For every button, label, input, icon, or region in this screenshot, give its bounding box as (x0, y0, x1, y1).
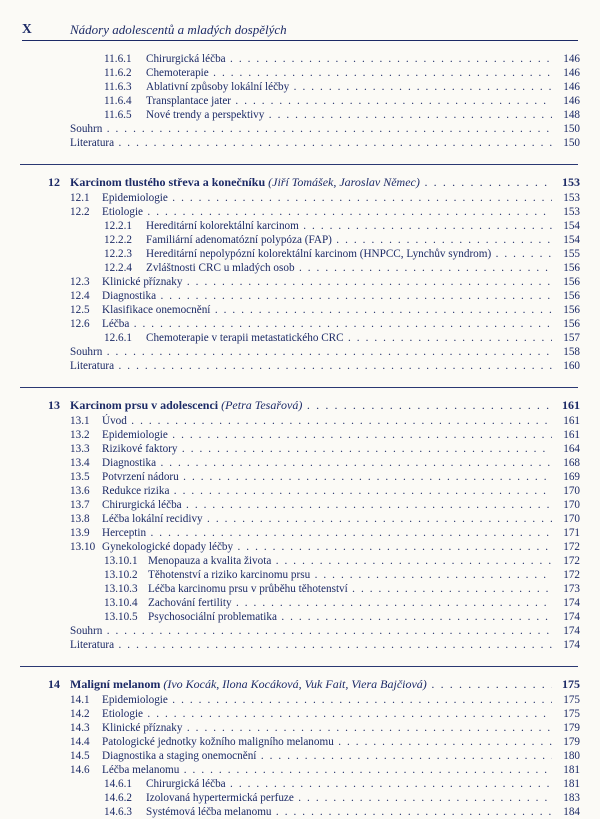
entry-page: 156 (563, 318, 580, 330)
entry-page: 172 (563, 569, 580, 581)
entry-title: Chirurgická léčba . . . (102, 498, 552, 512)
toc-entry[interactable] (0, 428, 600, 442)
entry-title: Izolovaná hypertermická perfuze . . . (146, 791, 552, 805)
entry-number: 13.4 (70, 457, 90, 469)
entry-number: 11.6.2 (104, 67, 132, 79)
entry-number: 13.5 (70, 471, 90, 483)
entry-number: 14.6.2 (104, 792, 132, 804)
entry-page: 181 (563, 764, 580, 776)
chapter-divider (20, 666, 578, 667)
entry-title: Systémová léčba melanomu . . . (146, 805, 552, 819)
entry-page: 150 (563, 137, 580, 149)
chapter-authors: (Petra Tesařová) (221, 398, 303, 412)
entry-number: 12.6 (70, 318, 90, 330)
toc-entry[interactable] (0, 191, 600, 205)
entry-number: 12.2.4 (104, 262, 132, 274)
entry-page: 171 (563, 527, 580, 539)
toc-entry[interactable] (0, 512, 600, 526)
entry-page: 146 (563, 53, 580, 65)
entry-title: Potvrzení nádoru . . . (102, 470, 552, 484)
entry-title: Ablativní způsoby lokální léčby . . . (146, 80, 552, 94)
entry-title: Gynekologické dopady léčby . . . (102, 540, 552, 554)
toc-entry[interactable] (0, 568, 600, 582)
toc-entry[interactable] (0, 52, 600, 66)
toc-entry[interactable] (0, 233, 600, 247)
entry-page: 174 (563, 625, 580, 637)
toc-entry[interactable] (0, 693, 600, 707)
toc-entry[interactable] (0, 205, 600, 219)
entry-number: 14.6.3 (104, 806, 132, 818)
entry-page: 154 (563, 220, 580, 232)
toc-entry[interactable] (0, 498, 600, 512)
entry-number: 12.5 (70, 304, 90, 316)
entry-page: 146 (563, 81, 580, 93)
entry-page: 168 (563, 457, 580, 469)
entry-title: Diagnostika . . . (102, 456, 552, 470)
entry-page: 156 (563, 304, 580, 316)
entry-number: 11.6.1 (104, 53, 132, 65)
toc-entry[interactable] (0, 721, 600, 735)
entry-title: Chirurgická léčba . . . (146, 52, 552, 66)
chapter-title (70, 174, 552, 190)
entry-title: Souhrn . . . (70, 122, 552, 136)
entry-page: 180 (563, 750, 580, 762)
entry-page: 172 (563, 541, 580, 553)
entry-page: 170 (563, 499, 580, 511)
entry-page: 160 (563, 360, 580, 372)
chapter-page: 175 (562, 677, 580, 691)
entry-title: Epidemiologie . . . (102, 693, 552, 707)
entry-title: Etiologie . . . (102, 205, 552, 219)
entry-number: 13.2 (70, 429, 90, 441)
chapter-authors: (Ivo Kocák, Ilona Kocáková, Vuk Fait, Viera Bajčiová) (163, 677, 427, 691)
entry-title: Souhrn . . . (70, 345, 552, 359)
toc-entry[interactable] (0, 317, 600, 331)
chapter-page: 153 (562, 175, 580, 189)
toc-entry[interactable] (0, 470, 600, 484)
chapter-number: 14 (48, 677, 60, 691)
entry-page: 184 (563, 806, 580, 818)
entry-number: 13.1 (70, 415, 90, 427)
entry-number: 11.6.3 (104, 81, 132, 93)
entry-title: Literatura . . . (70, 359, 552, 373)
entry-title: Chemoterapie . . . (146, 66, 552, 80)
entry-page: 174 (563, 639, 580, 651)
chapter-divider (20, 164, 578, 165)
entry-page: 156 (563, 262, 580, 274)
entry-number: 14.6 (70, 764, 90, 776)
entry-page: 155 (563, 248, 580, 260)
entry-number: 14.4 (70, 736, 90, 748)
entry-page: 164 (563, 443, 580, 455)
entry-page: 179 (563, 722, 580, 734)
entry-title: Souhrn . . . (70, 624, 552, 638)
entry-page: 156 (563, 276, 580, 288)
book-title: Nádory adolescentů a mladých dospělých (70, 22, 287, 37)
entry-page: 175 (563, 694, 580, 706)
entry-page: 161 (563, 429, 580, 441)
entry-number: 13.8 (70, 513, 90, 525)
entry-title: Nové trendy a perspektivy . . . (146, 108, 552, 122)
entry-title: Rizikové faktory . . . (102, 442, 552, 456)
toc-entry[interactable] (0, 540, 600, 554)
entry-number: 12.2.2 (104, 234, 132, 246)
toc-entry[interactable] (0, 345, 600, 359)
entry-page: 158 (563, 346, 580, 358)
toc-entry[interactable] (0, 484, 600, 498)
toc-entry[interactable] (0, 610, 600, 624)
entry-page: 146 (563, 95, 580, 107)
chapter-title-text: Karcinom tlustého střeva a konečníku (70, 175, 266, 189)
chapter-title (70, 676, 552, 692)
entry-title: Epidemiologie . . . (102, 428, 552, 442)
entry-page: 150 (563, 123, 580, 135)
toc-entry[interactable] (0, 707, 600, 721)
entry-title: Psychosociální problematika . . . (148, 610, 552, 624)
entry-number: 11.6.5 (104, 109, 132, 121)
entry-number: 13.10.3 (104, 583, 138, 595)
entry-page: 173 (563, 583, 580, 595)
chapter-divider (20, 387, 578, 388)
entry-title: Familiární adenomatózní polypóza (FAP) . . . (146, 233, 552, 247)
entry-title: Těhotenství a riziko karcinomu prsu . . . (148, 568, 552, 582)
entry-title: Léčba melanomu . . . (102, 763, 552, 777)
entry-number: 14.5 (70, 750, 90, 762)
entry-page: 179 (563, 736, 580, 748)
entry-number: 14.6.1 (104, 778, 132, 790)
entry-number: 13.9 (70, 527, 90, 539)
entry-title: Herceptin . . . (102, 526, 552, 540)
toc-entry[interactable] (0, 80, 600, 94)
entry-title: Klasifikace onemocnění . . . (102, 303, 552, 317)
entry-number: 13.6 (70, 485, 90, 497)
entry-page: 174 (563, 597, 580, 609)
toc-entry[interactable] (0, 414, 600, 428)
chapter-title (70, 397, 552, 413)
entry-title: Menopauza a kvalita života . . . (148, 554, 552, 568)
entry-title: Klinické příznaky . . . (102, 721, 552, 735)
toc-entry[interactable] (0, 777, 600, 791)
entry-page: 170 (563, 485, 580, 497)
toc-entry[interactable] (0, 554, 600, 568)
entry-page: 153 (563, 192, 580, 204)
entry-title: Chirurgická léčba . . . (146, 777, 552, 791)
running-header (22, 20, 578, 41)
chapter-heading[interactable] (0, 397, 600, 413)
toc-entry[interactable] (0, 122, 600, 136)
entry-number: 12.2.1 (104, 220, 132, 232)
entry-title: Etiologie . . . (102, 707, 552, 721)
entry-title: Diagnostika . . . (102, 289, 552, 303)
entry-title: Hereditární kolorektální karcinom . . . (146, 219, 552, 233)
entry-number: 11.6.4 (104, 95, 132, 107)
entry-page: 169 (563, 471, 580, 483)
entry-title: Léčba lokální recidivy . . . (102, 512, 552, 526)
entry-title: Hereditární nepolypózní kolorektální karcinom (HNPCC, Lynchův syndrom) . . . (146, 247, 552, 261)
entry-number: 13.10.1 (104, 555, 138, 567)
entry-page: 175 (563, 708, 580, 720)
entry-number: 14.2 (70, 708, 90, 720)
toc-entry[interactable] (0, 136, 600, 150)
entry-title: Zachování fertility . . . (148, 596, 552, 610)
entry-number: 12.1 (70, 192, 90, 204)
toc-entry[interactable] (0, 735, 600, 749)
entry-title: Transplantace jater . . . (146, 94, 552, 108)
entry-number: 14.1 (70, 694, 90, 706)
toc-entry[interactable] (0, 289, 600, 303)
chapter-heading[interactable] (0, 174, 600, 190)
toc-entry[interactable] (0, 638, 600, 652)
entry-page: 156 (563, 290, 580, 302)
toc-entry[interactable] (0, 805, 600, 819)
entry-title: Patologické jednotky kožního maligního melanomu . . . (102, 735, 552, 749)
entry-number: 12.2 (70, 206, 90, 218)
toc-entry[interactable] (0, 749, 600, 763)
toc-entry[interactable] (0, 596, 600, 610)
chapter-number: 12 (48, 175, 60, 189)
toc-entry[interactable] (0, 275, 600, 289)
toc-entry[interactable] (0, 108, 600, 122)
toc-entry[interactable] (0, 763, 600, 777)
entry-number: 13.3 (70, 443, 90, 455)
page-roman-numeral: X (22, 21, 32, 36)
entry-title: Literatura . . . (70, 638, 552, 652)
toc-entry[interactable] (0, 624, 600, 638)
toc-entry[interactable] (0, 219, 600, 233)
chapter-title-text: Maligní melanom (70, 677, 161, 691)
entry-title: Redukce rizika . . . (102, 484, 552, 498)
toc-entry[interactable] (0, 303, 600, 317)
entry-title: Epidemiologie . . . (102, 191, 552, 205)
entry-number: 12.2.3 (104, 248, 132, 260)
toc-entry[interactable] (0, 791, 600, 805)
chapter-heading[interactable] (0, 676, 600, 692)
entry-number: 13.10.4 (104, 597, 138, 609)
entry-number: 14.3 (70, 722, 90, 734)
toc-entry[interactable] (0, 94, 600, 108)
toc-entry[interactable] (0, 526, 600, 540)
entry-page: 181 (563, 778, 580, 790)
entry-title: Úvod . . . (102, 414, 552, 428)
toc-entry[interactable] (0, 261, 600, 275)
entry-title: Klinické příznaky . . . (102, 275, 552, 289)
toc-entry[interactable] (0, 456, 600, 470)
entry-number: 12.3 (70, 276, 90, 288)
entry-page: 157 (563, 332, 580, 344)
entry-page: 183 (563, 792, 580, 804)
entry-number: 13.10.2 (104, 569, 138, 581)
entry-page: 174 (563, 611, 580, 623)
entry-page: 148 (563, 109, 580, 121)
entry-number: 12.6.1 (104, 332, 132, 344)
chapter-authors: (Jiří Tomášek, Jaroslav Němec) (268, 175, 420, 189)
chapter-number: 13 (48, 398, 60, 412)
entry-title: Chemoterapie v terapii metastatického CRC . . . (146, 331, 552, 345)
toc-entry[interactable] (0, 66, 600, 80)
entry-page: 153 (563, 206, 580, 218)
entry-title: Zvláštnosti CRC u mladých osob . . . (146, 261, 552, 275)
toc-entry[interactable] (0, 331, 600, 345)
chapter-title-text: Karcinom prsu v adolescenci (70, 398, 219, 412)
toc-entry[interactable] (0, 247, 600, 261)
entry-number: 13.7 (70, 499, 90, 511)
entry-page: 170 (563, 513, 580, 525)
entry-page: 172 (563, 555, 580, 567)
entry-page: 154 (563, 234, 580, 246)
entry-page: 146 (563, 67, 580, 79)
entry-number: 13.10.5 (104, 611, 138, 623)
entry-title: Léčba karcinomu prsu v průběhu těhotenství . . . (148, 582, 552, 596)
toc-entry[interactable] (0, 442, 600, 456)
entry-title: Léčba . . . (102, 317, 552, 331)
entry-number: 13.10 (70, 541, 96, 553)
toc-entry[interactable] (0, 582, 600, 596)
entry-title: Literatura . . . (70, 136, 552, 150)
chapter-page: 161 (562, 398, 580, 412)
entry-page: 161 (563, 415, 580, 427)
toc-entry[interactable] (0, 359, 600, 373)
entry-number: 12.4 (70, 290, 90, 302)
entry-title: Diagnostika a staging onemocnění . . . (102, 749, 552, 763)
